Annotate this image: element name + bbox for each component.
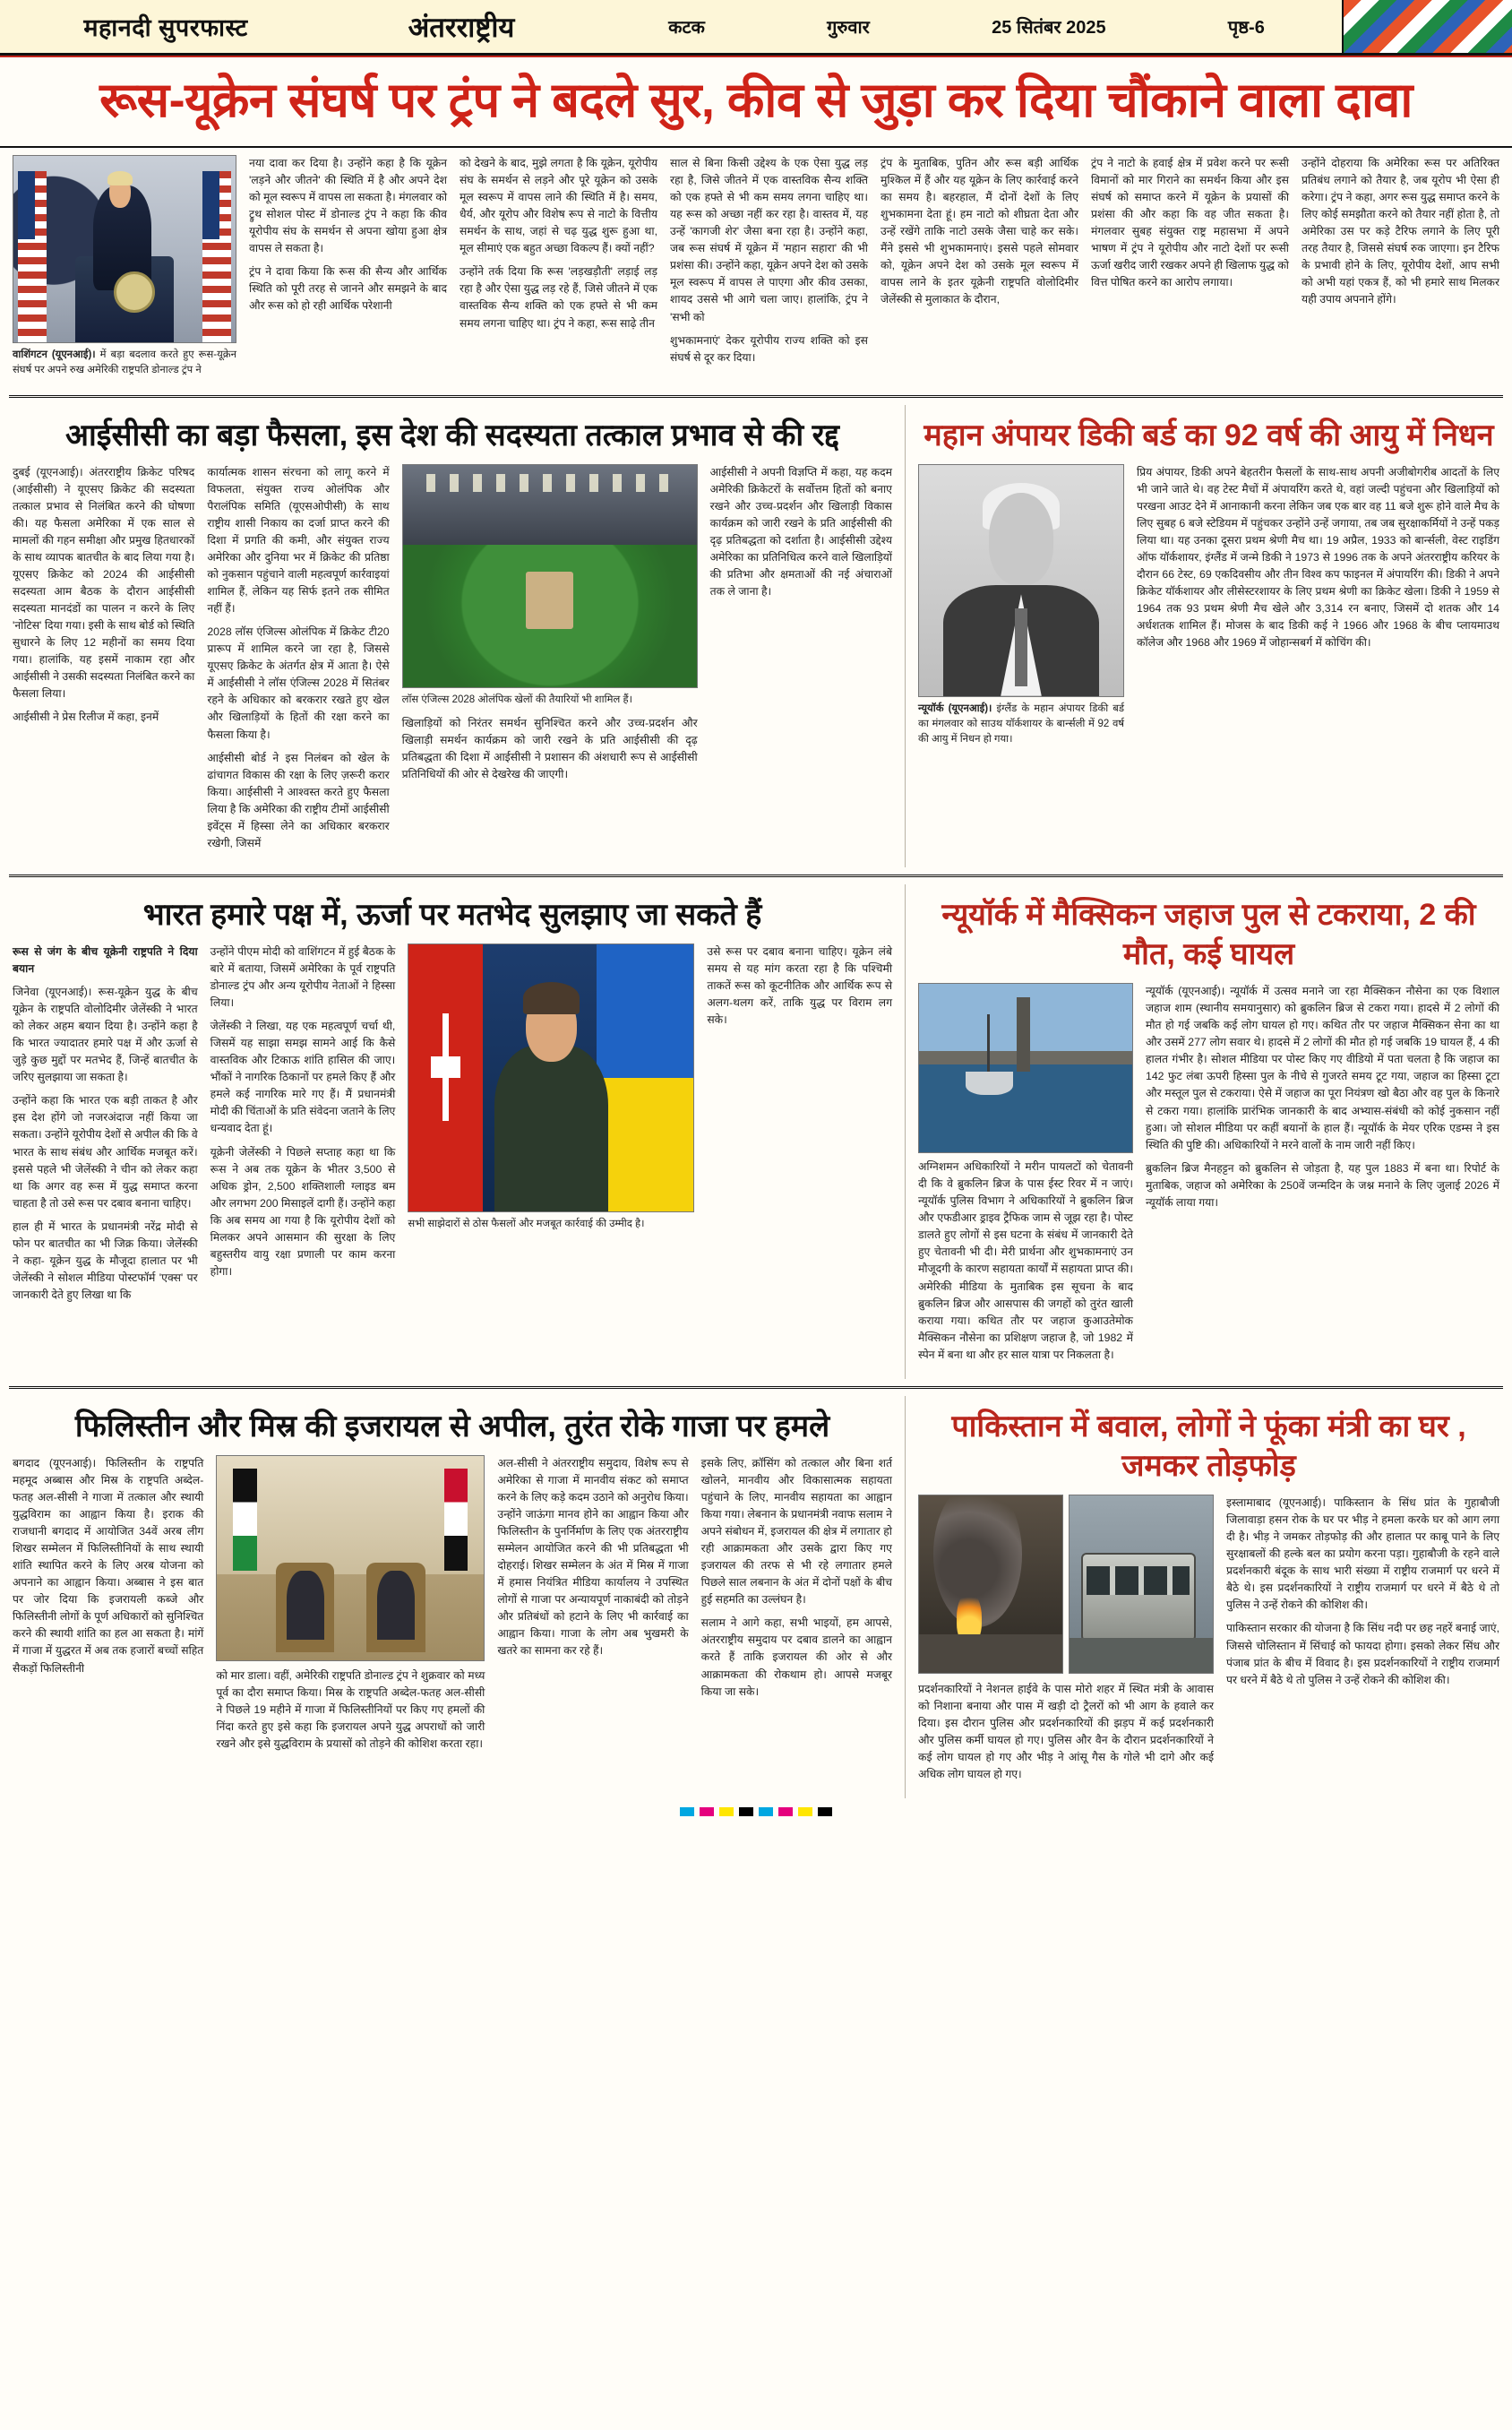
icc-para: आईसीसी ने प्रेस रिलीज में कहा, इनमें <box>13 711 159 724</box>
row-icc-bird <box>0 405 1512 867</box>
masthead-day: गुरुवार <box>827 18 870 38</box>
lead-para: उन्होंने दोहराया कि अमेरिका रूस पर अतिरिक्त प्रतिबंध लगाने को तैयार है, जब यूरोप भी ऐसा ही करेगा। ट्रंप ने कहा, अगर रूस युद्ध समाप्त करने के लिए कोई समझौता करने को तैयार नहीं होता है, तो अमेरिका उस पर कड़े टैरिफ लगाने के लिए पूरी तरह तैयार है, जिससे संघर्ष रुक जाएगा। इन टैरिफ के प्रभावी होने के लिए, यूरोपीय देशों, आप सभी को अभी यहां एकत्र हैं, को भी हमारे साथ मिलकर यही उपाय अपनाने होंगे। <box>1302 157 1499 306</box>
dickie-bird-portrait <box>918 464 1124 697</box>
color-swatch <box>719 1807 734 1816</box>
newyork-story <box>905 884 1512 1379</box>
lead-para: नया दावा कर दिया है। उन्होंने कहा है कि यूक्रेन 'लड़ने और जीतने' की स्थिति में है और अपने देश को मूल स्वरूप में वापस ला सकता है। मंगलवार को ट्रुथ सोशल पोस्ट में डोनाल्ड ट्रंप ने कहा कि कीव यूरोपीय संघ के समर्थन से अपना खोया हुआ क्षेत्र वापस ले सकता है। <box>249 157 447 255</box>
lead-para: साल से बिना किसी उद्देश्य के एक ऐसा युद्ध लड़ रहा है, जिसे जीतने में एक वास्तविक सैन्य शक्ति को एक हफ्ते से भी कम समय लगना चाहिए था। यह रूस को अच्छा नहीं कर रहा है। वास्तव में, यह उन्हें 'कागजी शेर' जैसा बना रहा है। उन्होंने कहा, जब रूस संघर्ष में यूक्रेन में 'महान सहारा' की भी प्रशंसा की। उन्होंने कहा, यूक्रेन अपने देश को उसके मूल स्वरूप में वापस ले पाएगा और कीव उसका, शायद उससे भी आगे चला जाए। हालांकि, ट्रंप ने 'सभी को <box>670 157 868 323</box>
icc-photo-caption: लॉस एंजिल्स 2028 ओलंपिक खेलों की तैयारियों भी शामिल हैं। <box>401 694 632 705</box>
color-swatch <box>778 1807 793 1816</box>
newyork-headline: न्यूयॉर्क में मैक्सिकन जहाज पुल से टकराया, 2 की मौत, कई घायल <box>941 897 1476 972</box>
color-swatch <box>680 1807 694 1816</box>
palestine-para: को मार डाला। वहीं, अमेरिकी राष्ट्रपति डोनाल्ड ट्रंप ने शुक्रवार को मध्य पूर्व का दौरा समाप्त किया। मिस्र के राष्ट्रपति अब्देल-फतह अल-सीसी ने पिछले 19 महीने में गाजा में फिलिस्तीनियों पर किए गए हमलों की निंदा करते हुए इसे कहा कि इजरायल अपने युद्ध अपराधों को जारी रखने और इसे युद्धविराम के प्रयासों को तोड़ने की कोशिश करता रहा। <box>216 1668 485 1751</box>
lead-para: शुभकामनाएं' देकर यूरोपीय राज्य शक्ति को इस संघर्ष से दूर कर दिया। <box>670 333 868 364</box>
zelensky-speech-photo <box>408 944 694 1212</box>
masthead-page-number: पृष्ठ-6 <box>1227 18 1265 38</box>
icc-para: कार्यात्मक शासन संरचना को लागू करने में विफलता, संयुक्त राज्य ओलंपिक और पैरालंपिक समिति (यूएसओपीसी) के साथ राष्ट्रीय शासी निकाय का दर्जा प्राप्त करने की दिशा में प्रगति की कमी, और संयुक्त राज्य अमेरिका और दुनिया भर में क्रिकेट की प्रतिष्ठा को नुकसान पहुंचाने वाली महत्वपूर्ण कार्रवाइयां शामिल हैं, लेकिन यह सिर्फ इतने तक सीमित नहीं हैं। <box>207 465 390 616</box>
lead-para: को देखने के बाद, मुझे लगता है कि यूक्रेन, यूरोपीय संघ के समर्थन से लड़ने और पूरे यूक्रेन को उसके मूल स्वरूप में वापस लाने की स्थिति में है। समय, धैर्य, और यूरोप और विशेष रूप से नाटो के वित्तीय समर्थन के साथ, जहां से चढ़ युद्ध शुरू हुआ था, मूल सीमाएं एक बहुत अच्छा विकल्प हैं। क्यों नहीं? <box>460 157 657 255</box>
color-swatch <box>798 1807 812 1816</box>
bridge-ship-photo <box>918 983 1133 1153</box>
palestine-para: सलाम ने आगे कहा, सभी भाइयों, हम आपसे, अंतरराष्ट्रीय समुदाय पर दबाव डालने का आह्वान करते हैं ताकि इजरायल की ओर से और आक्रामकता की रोकथाम हो। आपसे मजबूर किया जा सके। <box>700 1616 892 1698</box>
flags-banner <box>1342 0 1512 53</box>
bharat-para: उन्होंने कहा कि भारत एक बड़ी ताकत है और इस देश होंगे जो नजरअंदाज नहीं किया जा सकता। उन्होंने यूरोपीय देशों से अपील की कि वे भारत के साथ संबंध और आर्थिक मजबूत करें। इससे पहले भी जेलेंस्की ने चीन को लेकर कहा था कि अगर वह रूस में युद्ध समाप्त करना चाहता है तो उसे रूस पर दबाव बनाना चाहिए। <box>13 1094 198 1210</box>
lead-caption-text: में बड़ा बदलाव करते हुए रूस-यूक्रेन संघर्ष पर अपने रुख अमेरिकी राष्ट्रपति डोनाल्ड ट्रंप ने <box>13 349 236 376</box>
icc-para: 2028 लॉस एंजिल्स ओलंपिक में क्रिकेट टी20 प्रारूप में शामिल करने जा रहा है, जिससे यूएसए क्रिकेट के अंतर्गत क्षेत्र में आता है। ऐसे में आईसीसी ने लॉस एंजिल्स 2028 में सितंबर रहने के अधिकार को बरकरार रखते हुए खेल और खिलाड़ियों के हितों की रक्षा करने का फैसला किया है। <box>207 625 390 741</box>
pakistan-para: प्रदर्शनकारियों ने नेशनल हाईवे के पास मोरो शहर में स्थित मंत्री के आवास को निशाना बनाया और पास में खड़ी दो ट्रैलरों को भी आग के हवाले कर दिया। इस दौरान पुलिस और प्रदर्शनकारियों की झड़प में कई प्रदर्शनकारी और पुलिस कर्मी घायल हो गए। पुलिस और वैन के दौरान प्रदर्शनकारियों ने कई लोग घायल हो गए और भीड़ ने आंसू गैस के गोले भी दागे और कई अधिक लोग घायल हो गए। <box>918 1683 1214 1781</box>
pakistan-headline: पाकिस्तान में बवाल, लोगों ने फूंका मंत्री का घर , जमकर तोड़फोड़ <box>951 1409 1466 1483</box>
bharat-headline: भारत हमारे पक्ष में, ऊर्जा पर मतभेद सुलझाए जा सकते हैं <box>142 897 762 932</box>
lead-para: ट्रंप के मुताबिक, पुतिन और रूस बड़ी आर्थिक मुश्किल में हैं और यह यूक्रेन के लिए कार्रवाई करने का समय है। बहरहाल, मैं दोनों देशों के लिए शुभकामना देता हूं। हम नाटो को शीघ्रता देता और उन्हें रखेंगे ताकि नाटो उसके जैसा चाहे कर सके। मैंने इससे भी शुभकामनाएं। इससे पहले सोमवार को, यूक्रेन अपने देश को उसके मूल स्वरूप में वापस लाने के इतर यूक्रेनी राष्ट्रपति वोलोदिमीर जेलेंस्की से मुलाकात के दौरान, <box>881 157 1078 306</box>
palestine-para: अल-सीसी ने अंतरराष्ट्रीय समुदाय, विशेष रूप से अमेरिका से गाजा में मानवीय संकट को समाप्त करने के लिए कड़े कदम उठाने को अनुरोध किया। उन्होंने जाऊंगा मानव होने का आह्वान किया और फिलिस्तीन के पुनर्निर्माण के लिए एक अंतरराष्ट्रीय सम्मेलन आयोजित करने की भी प्रतिबद्धता भी दोहराई। शिखर सम्मेलन के अंत में मिस्र में गाजा में हमास नियंत्रित मीडिया कार्यालय ने उपस्थित लोगों से गाजा पर अन्यायपूर्ण नाकाबंदी को तोड़ने और प्रतिबंधों को हटाने के लिए भी कार्रवाई का आह्वान किया। गाजा के लोग अब भुखमरी के खतरे का सामना कर रहे हैं। <box>497 1456 689 1658</box>
icc-para: दुबई (यूएनआई)। अंतरराष्ट्रीय क्रिकेट परिषद (आईसीसी) ने यूएसए क्रिकेट की सदस्यता तत्काल प्रभाव से निलंबित करने की घोषणा की। यह फैसला अमेरिका में एक साल से मामलों की गहन समीक्षा और प्रमुख हितधारकों के साथ व्यापक बातचीत के बाद लिया गया है। यूएसए क्रिकेट को 2024 की आईसीसी सदस्यता आम बैठक के दौरान आईसीसी सदस्यता मानदंडों का पालन न करने के लिए 'नोटिस' दिया गया। इसी के साथ बोर्ड को स्थिति सुधारने के लिए 12 महीनों का समय दिया गया। हालांकि, यह इसमें नाकाम रहा और आईसीसी ने उसकी सदस्यता निलंबित करने का फैसला लिया। <box>13 465 195 701</box>
dickie-bird-story <box>905 405 1512 867</box>
color-swatch <box>818 1807 832 1816</box>
trump-podium-photo <box>13 155 236 343</box>
burning-protest-photo <box>918 1495 1063 1674</box>
newyork-para: अग्निशमन अधिकारियों ने मरीन पायलटों को चेतावनी दी कि वे ब्रुकलिन ब्रिज के पास ईस्ट रिवर में न जाएं। न्यूयॉर्क पुलिस विभाग ने अधिकारियों ने ब्रुकलिन ब्रिज और एफडीआर ड्राइव ट्रैफिक जाम से जूझ रहा है। पोस्ट डालते हुए लोगों से इस घटना के संबंध में जानकारी देते हुए चेतावनी भी दी। मेरी प्रार्थना और शुभकामनाएं उन मौजूदगी के कारण सहायता कार्यों में सहायता प्राप्त की। अमेरिकी मीडिया के मुताबिक इस सूचना के बाद ब्रुकलिन ब्रिज और आसपास की जगहों को तुरंत खाली कराया गया। कथित तौर पर जहाज कुआउतेमोक मैक्सिकन नौसेना का प्रशिक्षण जहाज है, जो 1982 में स्पेन में बना था और हर साल यात्रा पर निकलता है। <box>918 1160 1133 1361</box>
burnt-vehicle-photo <box>1069 1495 1214 1674</box>
icc-para: खिलाड़ियों को निरंतर समर्थन सुनिश्चित करने और उच्च-प्रदर्शन और खिलाड़ी समर्थन कार्यक्रम को जारी रखने के प्रति आईसीसी की दृढ़ प्रतिबद्धता की दिशा में आईसीसी ने प्रशासन की अंशधारी रूप से आईसीसी प्रतिनिधियों की ओर से देखरेख की जाएगी। <box>401 717 698 781</box>
lead-caption-dateline: वाशिंगटन (यूएनआई)। <box>13 349 96 361</box>
palestine-para: इसके लिए, क्रॉसिंग को तत्काल और बिना शर्त खोलने, मानवीय और विकासात्मक सहायता पहुंचाने के लिए, मानवीय सहायता का आह्वान किया गया। लेबनान के प्रधानमंत्री नवाफ सलाम ने अपने संबोधन में, इजरायल की क्षेत्र में लगातार हो रही आक्रामकता और उसके द्वारा किए गए इजरायल की तरफ से भी रहे लगातार हमले पिछले साल लबनान के अंत में दोनों पक्षों के बीच हुई सहमति का उल्लंघन है। <box>700 1456 892 1607</box>
palestine-story <box>0 1396 905 1799</box>
bharat-para: जेलेंस्की ने लिखा, यह एक महत्वपूर्ण चर्चा थी, जिसमें यह साझा समझ सामने आई कि कैसे वास्तविक और टिकाऊ शांति हासिल की जाए। भौंकों ने नागरिक ठिकानों पर हमले किए हैं और हमले कई नागरिक मारे गए हैं। मैं प्रधानमंत्री मोदी की चिंताओं के प्रति संवेदना जताने के लिए धन्यवाद देता हूं। <box>210 1020 396 1135</box>
bharat-para: हाल ही में भारत के प्रधानमंत्री नरेंद्र मोदी से फोन पर बातचीत का भी जिक्र किया। जेलेंस्की ने कहा- यूक्रेन युद्ध के मौजूदा हालात पर भी जेलेंस्की ने सोशल मीडिया पोस्टफॉर्म 'एक्स' पर जानकारी देते हुए लिखा था कि <box>13 1219 198 1301</box>
bird-caption-dateline: न्यूयॉर्क (यूएनआई)। <box>918 702 992 714</box>
bharat-para: उन्होंने पीएम मोदी को वाशिंगटन में हुई बैठक के बारे में बताया, जिसमें अमेरिका के पूर्व राष्ट्रपति डोनाल्ड ट्रंप और अन्य यूरोपीय नेताओं ने हिस्सा लिया। <box>210 945 396 1010</box>
icc-headline: आईसीसी का बड़ा फैसला, इस देश की सदस्यता तत्काल प्रभाव से की रद्द <box>65 418 839 452</box>
cricket-stadium-photo <box>402 464 698 688</box>
lead-photo-caption <box>13 348 236 379</box>
bharat-story <box>0 884 905 1379</box>
row-palestine-pakistan <box>0 1396 1512 1799</box>
palestine-headline: फिलिस्तीन और मिस्र की इजरायल से अपील, तुरंत रोके गाजा पर हमले <box>74 1409 830 1443</box>
paper-name: महानदी सुपरफास्ट <box>83 14 248 41</box>
leaders-meeting-photo <box>216 1455 485 1661</box>
bird-para: प्रिय अंपायर, डिकी अपने बेहतरीन फैसलों के साथ-साथ अपनी अजीबोगरीब आदतों के लिए भी जाने जाते थे। वह टेस्ट मैचों में अंपायरिंग करते थे, वहां जल्दी पहुंचना और खिलाड़ियों को परखना आउट देने में आनाकानी करना लेकिन जब एक बार वह 11 बजे शुरू होने वाले मैच के लिए सुबह 6 बजे स्टेडियम में पहुंचकर उन्होंने उन्हें जगाया, तब जब सुरक्षाकर्मियों ने उन्हें पकड़ लिया था। यह उनका दूसरा प्रथम श्रेणी मैच था। 19 अप्रैल, 1933 को बार्न्सली, वेस्ट राइडिंग ऑफ यॉर्कशायर, इंग्लैंड में जन्मे डिकी ने 1973 से 1996 तक के अपने अंतरराष्ट्रीय करियर के दौरान 66 टेस्ट, 69 एकदिवसीय और तीन विश्व कप फाइनल में अंपायरिंग की। डिकी ने अपने क्रिकेट यॉर्कशायर और लीसेस्टरशायर के लिए प्रथम श्रेणी का क्रिकेट खेला। डिकी ने 1959 से 1964 तक 93 प्रथम श्रेणी मैच खेले और 3,314 रन बनाए, जिसमें दो शतक और 14 अर्धशतक शामिल हैं। मोजस के बाद डिकी कई ने 1966 और 1968 के बीच प्लायमाउथ कॉलेज और 1968 और 1969 में जोहान्सबर्ग में कोचिंग की। <box>1137 465 1499 650</box>
edition-label: अंतरराष्ट्रीय <box>408 11 515 43</box>
lead-para: ट्रंप ने दावा किया कि रूस की सैन्य और आर्थिक स्थिति को पूरी तरह से जानने और समझने के बाद और रूस को हो रही आर्थिक परेशानी <box>249 265 447 313</box>
masthead <box>0 0 1512 56</box>
pakistan-para: पाकिस्तान सरकार की योजना है कि सिंध नदी पर छह नहरें बनाई जाएं, जिससे चोलिस्तान में सिंचाई को फायदा होगा। इसको लेकर सिंध और पंजाब प्रांत के बीच में विवाद है। इस प्रदर्शनकारियों ने राष्ट्रीय राजमार्ग पर धरने में बैठे थे तो पुलिस ने उन्हें रोकने की कोशिश की। <box>1226 1622 1499 1686</box>
bharat-kicker: रूस से जंग के बीच यूक्रेनी राष्ट्रपति ने दिया बयान <box>13 945 198 976</box>
lead-headline: रूस-यूक्रेन संघर्ष पर ट्रंप ने बदले सुर, कीव से जुड़ा कर दिया चौंकाने वाला दावा <box>99 73 1413 127</box>
palestine-para: बगदाद (यूएनआई)। फिलिस्तीन के राष्ट्रपति महमूद अब्बास और मिस्र के राष्ट्रपति अब्देल-फतह अल-सीसी ने गाजा में तत्काल और स्थायी युद्धविराम का आह्वान किया है। इराक की राजधानी बगदाद में आयोजित 34वें अरब लीग शिखर सम्मेलन में फिलिस्तीनियों के साथ स्थायी शांति स्थापित करने के लिए अरब योजना को अपनाने का आह्वान किया। अब्बास ने इस बात पर जोर दिया कि इजरायली कब्जे और फिलिस्तीनी लोगों के पूर्ण अधिकारों को सुनिश्चित करने की स्थायी शांति का हल आ सकता है। मांगें में गाजा में युद्धरत में अब तक हजारों बच्चों सहित सैकड़ों फिलिस्तीनी <box>13 1456 204 1675</box>
bharat-photo-caption: सभी साझेदारों से ठोस फैसलों और मजबूत कार्रवाई की उम्मीद है। <box>408 1219 645 1230</box>
bird-headline: महान अंपायर डिकी बर्ड का 92 वर्ष की आयु में निधन <box>924 418 1494 452</box>
bird-caption-text: इंग्लैंड के महान अंपायर डिकी बर्ड का मंगलवार को साउथ यॉर्कशायर के बार्न्सली में 92 वर्ष की आयु में निधन हो गया। <box>918 702 1124 745</box>
bharat-para: उसे रूस पर दबाव बनाना चाहिए। यूक्रेन लंबे समय से यह मांग करता रहा है कि पश्चिमी ताकतें रूस को कूटनीतिक और आर्थिक रूप से अलग-थलग करें, ताकि युद्ध पर विराम लग सके। <box>707 945 893 1027</box>
bird-photo-caption <box>918 702 1124 748</box>
lead-para: उन्होंने तर्क दिया कि रूस 'लड़खड़ाैती' लड़ाई लड़ रहा है और ऐसा युद्ध लड़ रहे हैं, जिसे जीतने में एक वास्तविक सैन्य शक्ति को एक हफ्ते से भी कम समय लगना चाहिए था। ट्रंप ने कहा, रूस साढ़े तीन <box>460 265 657 330</box>
bharat-para: यूक्रेनी जेलेंस्की ने पिछले सप्ताह कहा था कि रूस ने अब तक यूक्रेन के भीतर 3,500 से अधिक ड्रोन, 2,500 शक्तिशाली ग्लाइड बम और लगभग 200 मिसाइलें दागी हैं। उन्होंने कहा कि अब समय आ गया है कि यूरोपीय देशों को मिलकर अपने आसमान की सुरक्षा के लिए बहुस्तरीय वायु रक्षा प्रणाली पर काम करना होगा। <box>210 1145 396 1278</box>
masthead-info <box>591 0 1342 53</box>
masthead-date: 25 सितंबर 2025 <box>992 18 1106 38</box>
pakistan-story <box>905 1396 1512 1799</box>
print-color-bars <box>0 1798 1512 1820</box>
icc-story <box>0 405 905 867</box>
icc-para: आईसीसी ने अपनी विज्ञप्ति में कहा, यह कदम अमेरिकी क्रिकेटरों के सर्वोत्तम हितों को बनाए रखने और उच्च-प्रदर्शन और खिलाड़ी विकास कार्यक्रम को जारी रखने के प्रति आईसीसी की दृढ़ प्रतिबद्धता को दर्शाता है। आईसीसी उद्देश्य अमेरिका का प्रतिनिधित्व करने वाले खिलाड़ियों की प्रतिभा और क्षमताओं की नई अंचाराओं तक ले जाना है। <box>709 465 892 599</box>
lead-story <box>0 148 1512 388</box>
lead-headline-block <box>0 56 1512 148</box>
newyork-para: न्यूयॉर्क (यूएनआई)। न्यूयॉर्क में उत्सव मनाने जा रहा मैक्सिकन नौसेना का एक विशाल जहाज शाम (स्थानीय समयानुसार) को ब्रुकलिन ब्रिज से टकरा गया। हादसे में 2 लोगों की मौत हो गई जबकि कई लोग घायल हो गए। कथित तौर पर जहाज मैक्सिकन सेना का था और उसमें 277 लोग सवार थे। हादसे में 2 लोगों की मौत हो गई जबकि 19 घायल हैं, 4 की हालत गंभीर है। सोशल मीडिया पर पोस्ट किए गए वीडियो में पता चलता है कि जहाज का 142 फुट लंबा ऊपरी हिस्सा पुल के नीचे से गुजरते समय टूट गया, जहाज का हिस्सा टूटा और मस्तूल पुल से टकराया। ऐसे में जहाज का पूरा नियंत्रण खो बैठा और वह पुल के किनारे से टकरा गया। हालांकि प्रारंभिक जानकारी के बाद अभ्यास-संबंधी को कोई नुकसान नहीं हुआ। जो सोशल मीडिया पर कहीं बयानों के हाल हैं। न्यूयॉर्क के मेयर एरिक एडम्स ने इस स्थिति की पुष्टि की। अधिकारियों ने मरने वालों के नाम जारी नहीं किए। <box>1146 985 1499 1151</box>
newyork-para: ब्रुकलिन ब्रिज मैनहट्टन को ब्रुकलिन से जोड़ता है, यह पुल 1883 में बना था। रिपोर्ट के मुताबिक, जहाज को अमेरिका के 250वें जन्मदिन के जश्न मनाने के लिए जुलाई 2026 में न्यूयॉर्क लाया गया। <box>1146 1161 1499 1209</box>
pakistan-para: इस्लामाबाद (यूएनआई)। पाकिस्तान के सिंध प्रांत के गुहाबौजी जिलावाड़ा हसन रोक के घर पर भीड़ ने हमला करके घर को आग लगा दी है। भीड़ ने जमकर तोड़फोड़ की और हालात पर काबू पाने के लिए सुरक्षाबलों की हल्के बल का प्रयोग करना पड़ा। गुहाबौजी के रहने वाले प्रदर्शनकारी बंदूक के साथ भारी संख्या में राष्ट्रीय राजमार्ग पर धरने में बैठे थे। इस प्रदर्शनकारियों ने राष्ट्रीय राजमार्ग पर धरने में बैठे थे तो पुलिस ने उन्हें रोकने की कोशिश की। <box>1226 1496 1499 1612</box>
color-swatch <box>700 1807 714 1816</box>
color-swatch <box>739 1807 753 1816</box>
bharat-para: जिनेवा (यूएनआई)। रूस-यूक्रेन युद्ध के बीच यूक्रेन के राष्ट्रपति वोलोदिमीर जेलेंस्की ने भारत को लेकर अहम बयान दिया है। उन्होंने कहा है कि भारत ज्यादातर हमारे पक्ष में और ऊर्जा से जुड़े कुछ मुद्दों पर मतभेद हैं, जिन्हें बातचीत के जरिए सुलझाया जा सकता है। <box>13 986 198 1084</box>
masthead-city: कटक <box>668 18 705 38</box>
lead-para: ट्रंप ने नाटो के हवाई क्षेत्र में प्रवेश करने पर रूसी विमानों को मार गिराने का समर्थन किया और इस संघर्ष को समाप्त करने में यूक्रेन के प्रयासों की प्रशंसा की और कहा कि वह जीत सकता है। मंगलवार सुबह संयुक्त राष्ट्र महासभा में अपने भाषण में ट्रंप ने यूरोपीय और नाटो देशों पर रूसी ऊर्जा खरीद जारी रखकर अपने ही खिलाफ युद्ध को वित्त पोषित करने का आरोप लगाया। <box>1091 157 1289 289</box>
row-bharat-newyork <box>0 884 1512 1379</box>
color-swatch <box>759 1807 773 1816</box>
icc-para: आईसीसी बोर्ड ने इस निलंबन को खेल के ढांचागत विकास की रक्षा के लिए ज़रूरी करार किया। आईसीसी ने आश्वस्त करते हुए फैसला लिया है कि अमेरिका की राष्ट्रीय टीमों आईसीसी इवेंट्स में हिस्सा लेने का अधिकार बरकरार रखेगी, जिसमें <box>207 751 390 849</box>
